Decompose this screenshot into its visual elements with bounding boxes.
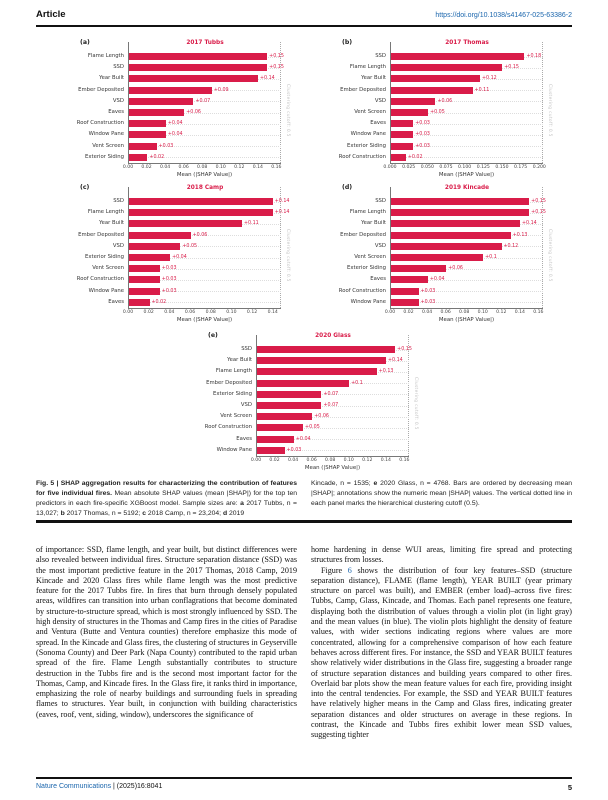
category-label: Flame Length [87, 209, 124, 216]
category-label: VSD [112, 242, 124, 249]
shap-bar [391, 198, 529, 205]
value-label: +0.09 [213, 87, 229, 93]
x-tick-label: 0.12 [496, 310, 507, 315]
value-label: +0.06 [448, 266, 463, 272]
category-label: Ember Deposited [340, 231, 386, 238]
paragraph [311, 566, 572, 741]
x-tick-label: 0.06 [306, 458, 317, 463]
category-label: Window Pane [350, 298, 386, 305]
footer-citation [36, 783, 162, 792]
value-label: +0.06 [437, 98, 453, 104]
clustering-cutoff-line [408, 335, 409, 456]
shap-bar [129, 209, 273, 216]
category-label: Year Built [361, 75, 386, 82]
shap-bar [257, 391, 321, 398]
value-label: +0.15 [269, 65, 284, 71]
clustering-cutoff-line [542, 187, 543, 308]
clustering-cutoff-label-wrap [543, 42, 556, 178]
x-tick-label: 0.00 [122, 310, 134, 315]
category-label: Vent Screen [354, 253, 386, 260]
category-label: Flame Length [349, 64, 386, 71]
plot-area [128, 40, 284, 164]
category-label: SSD [241, 346, 252, 352]
shap-bar [391, 75, 480, 82]
x-tick-label: 0.08 [205, 310, 216, 315]
value-label: +0.03 [415, 121, 430, 127]
value-label: +0.1 [485, 255, 497, 260]
shap-bar [391, 265, 446, 272]
value-label: +0.15 [531, 199, 546, 204]
category-label: Exterior Siding [347, 142, 386, 149]
shap-bar [391, 276, 428, 283]
x-tick-label: 0.04 [287, 458, 299, 463]
shap-bar [129, 143, 157, 150]
shap-bar [257, 436, 294, 443]
x-tick-label: 0.06 [440, 310, 451, 315]
shap-bar [129, 120, 166, 127]
x-tick-label: 0.04 [164, 310, 175, 315]
category-label: Eaves [108, 298, 124, 305]
value-label: +0.04 [295, 436, 311, 442]
caption-bold-segment: Fig. 5 | SHAP aggregation results for characterizing the contribution of features for five individual fires. [36, 480, 297, 497]
shap-bar [129, 64, 267, 71]
value-label: +0.06 [186, 110, 201, 115]
category-label: Vent Screen [92, 265, 124, 272]
x-axis-ticks [122, 164, 282, 171]
page-number: 5 [567, 783, 572, 792]
shap-bar [129, 299, 150, 306]
category-label: Year Built [227, 357, 252, 364]
gridline [391, 146, 543, 147]
value-label: +0.07 [195, 98, 211, 104]
panel-title: 2018 Camp [186, 185, 224, 191]
shap-bar [129, 87, 212, 94]
shap-bar [391, 232, 511, 239]
caption-bold-segment: c [142, 510, 147, 517]
category-label: Vent Screen [92, 142, 124, 149]
category-label: Ember Deposited [340, 86, 386, 93]
footer-rule [36, 777, 572, 779]
value-label: +0.04 [172, 255, 187, 260]
shap-bar [129, 254, 170, 261]
value-label: +0.14 [521, 221, 537, 227]
x-tick-label: 0.16 [271, 165, 282, 170]
value-label: +0.05 [430, 110, 445, 115]
value-label: +0.03 [161, 277, 177, 283]
shap-bar [129, 220, 242, 227]
shap-bar [257, 368, 377, 375]
shap-bar [391, 209, 529, 216]
plot-column [250, 333, 412, 471]
x-tick-label: 0.10 [343, 458, 354, 463]
x-axis-ticks [250, 457, 410, 464]
panel-title: 2017 Thomas [445, 40, 489, 46]
category-label: Roof Construction [204, 424, 252, 431]
caption-divider-rule [36, 520, 572, 523]
shap-bar [391, 299, 419, 306]
category-label: Roof Construction [338, 153, 386, 160]
shap-bar [129, 98, 193, 105]
panel-title: 2019 Kincade [444, 185, 490, 191]
value-label: +0.04 [429, 277, 445, 283]
caption-segment: 2017 Tubbs, n = 13,027; [36, 500, 297, 517]
x-tick-label: 0.200 [532, 165, 546, 170]
category-label: Window Pane [88, 131, 124, 138]
category-label: Flame Length [349, 209, 386, 216]
clustering-cutoff-line [280, 187, 281, 308]
shap-bar [257, 402, 321, 409]
clustering-cutoff-label-wrap [409, 335, 422, 471]
value-label: +0.14 [274, 210, 290, 216]
category-label: Window Pane [350, 131, 386, 138]
value-label: +0.13 [378, 369, 394, 375]
value-label: +0.15 [531, 210, 546, 216]
caption-segment: 2017 Thomas, n = 5192; [64, 510, 143, 517]
paragraph: home hardening in dense WUI areas, limiting fire spread and protecting structures from losses. [311, 545, 572, 565]
x-tick-label: 0.100 [458, 165, 472, 170]
page-footer [36, 783, 572, 792]
body-left-column [36, 545, 297, 741]
shap-bar [391, 254, 483, 261]
figure-caption-right [311, 479, 572, 519]
category-label: Exterior Siding [85, 153, 124, 160]
paragraph: of importance: SSD, flame length, and year built, but distinct differences were also revealed between individual fires. Structure separation distance (SSD) was the most important predictive feature in the 2017 Thomas, 2018 Camp, 2019 Kincade and 2020 Glass fires while flame length was the most predictive feature for the 2017 Tubbs fire. In fires that burn through densely populated areas, wildfires can transition into urban conflagrations that become dominated by structure-to-structure spread, which is most strongly influenced by SSD. The high density of structures in the Thomas and Camp fires in the cities of Paradise and Ventura (Butte and Ventura counties) therefore emphasize this mode of spread. In the Kincade and Glass fires, the clustering of structures in Geyserville (Sonoma County) and Deer Park (Napa County) contributed to the rapid urban spread of the fire. Flame Length substantially contributes to structure destruction in the Tubbs fire and is the second most important factor for the Thomas, Camp, and Kincade fires. In the Glass fire, it ranks third in importance, emphasizing the role of nearby buildings and surrounding fuels in spreading flames to structures. Year built, in conjunction with building characteristics (eaves, roof, vent, siding, window), underscores the significance of [36, 545, 297, 719]
gridline [391, 135, 543, 136]
category-label: SSD [375, 198, 386, 204]
shap-bar [257, 380, 349, 387]
caption-bold-segment: e [373, 480, 378, 487]
clustering-cutoff-label: Clustering cutoff: 0.5 [413, 376, 418, 430]
category-label: Flame Length [87, 53, 124, 59]
shap-bar [391, 120, 413, 127]
caption-bold-segment: b [60, 510, 65, 517]
value-label: +0.13 [512, 232, 528, 238]
x-tick-label: 0.08 [197, 165, 208, 170]
value-label: +0.04 [167, 121, 183, 127]
value-label: +0.02 [407, 154, 423, 160]
caption-segment: 2020 Glass, n = 4768. Bars are ordered by decreasing mean |SHAP|; annotations show the numeric mean |SHAP| values. The vertical dotted line in each panel marks the hierarchical clustering cutoff (0.5). [311, 480, 572, 507]
shap-bar [257, 424, 303, 431]
body-text [36, 545, 572, 741]
citation-text: | (2025)16:8041 [111, 783, 163, 790]
x-tick-label: 0.00 [122, 165, 134, 170]
x-axis-label: Mean (|SHAP Value|) [438, 317, 495, 323]
x-tick-label: 0.12 [234, 165, 245, 170]
x-tick-label: 0.06 [178, 165, 189, 170]
value-label: +0.04 [167, 132, 183, 138]
value-label: +0.06 [314, 414, 329, 420]
x-tick-label: 0.04 [159, 165, 171, 170]
x-tick-label: 0.050 [420, 165, 434, 170]
x-axis-label: Mean (|SHAP Value|) [176, 317, 233, 323]
shap-bar [391, 98, 435, 105]
x-tick-label: 0.06 [184, 310, 196, 315]
shap-bar [129, 131, 166, 138]
category-label: Roof Construction [338, 287, 386, 294]
x-axis-ticks [122, 309, 281, 316]
x-tick-label: 0.10 [477, 310, 488, 315]
x-tick-label: 0.150 [495, 165, 509, 170]
chart-panel-c [44, 184, 298, 323]
value-label: +0.03 [286, 447, 302, 453]
x-tick-label: 0.14 [514, 310, 525, 315]
x-tick-label: 0.00 [384, 310, 396, 315]
plot-column [384, 185, 546, 323]
figure-caption [36, 479, 572, 519]
shap-bar [129, 198, 273, 205]
x-tick-label: 0.02 [141, 165, 152, 170]
category-label: Ember Deposited [78, 86, 124, 93]
clustering-cutoff-label-wrap [543, 187, 556, 323]
value-label: +0.14 [259, 76, 275, 82]
value-label: +0.15 [397, 347, 412, 352]
value-label: +0.03 [415, 132, 430, 138]
shap-bar [129, 288, 160, 295]
x-tick-label: 0.125 [476, 165, 490, 170]
category-label: VSD [374, 97, 386, 104]
x-tick-label: 0.025 [402, 165, 416, 170]
text-segment: shows the distribution of four key features–SSD (structure separation distance), FLAME (flame length), YEAR BUILT (year primary structure on parcel was built), and EMBER (ember load)–across five fires: Tubbs, Camp, Glass, Kincade, and Thomas. Each panel represents one feature, displaying both the distribution of values through a violin plot (in light gray) and the mean values (in blue). The violin plots highlight the density of feature values, with wider sections indicating regions where values are more concentrated, allowing for a comprehensive comparison of how each feature behaves across different fires. For instance, the SSD and YEAR BUILT features show relatively wider distributions in the Glass fire, suggesting a broader range of structure separation distances and building years compared to other fires. Overlaid bar plots show the mean feature values for each fire, providing insight into the central tendencies. For example, the SSD and YEAR BUILT features have relatively higher means in the Camp and Glass fires, indicating greater separation distances and older structures on average in these regions. In contrast, the Kincade and Tubbs fires exhibit lower mean SSD values, suggesting tighter [311, 565, 572, 740]
plot-column [383, 40, 546, 178]
x-tick-label: 0.14 [252, 165, 263, 170]
value-label: +0.14 [387, 358, 403, 364]
category-label: Exterior Siding [213, 390, 252, 397]
shap-bar [129, 276, 160, 283]
x-tick-label: 0.02 [269, 458, 280, 463]
value-label: +0.03 [420, 288, 436, 294]
category-label: Year Built [361, 220, 386, 227]
panel-letter: (e) [208, 332, 218, 339]
x-tick-label: 0.075 [439, 165, 453, 170]
panel-letter: (a) [80, 39, 90, 46]
plot-area [256, 333, 412, 457]
value-label: +0.11 [474, 87, 490, 93]
category-label: Exterior Siding [85, 253, 124, 260]
x-tick-label: 0.04 [421, 310, 433, 315]
category-label: Vent Screen [354, 108, 386, 115]
category-labels [44, 42, 128, 178]
gridline [391, 124, 543, 125]
shap-bar [257, 357, 386, 364]
value-label: +0.07 [323, 403, 339, 408]
category-label: SSD [375, 53, 386, 59]
plot-column [122, 40, 284, 178]
x-axis-ticks [383, 164, 546, 171]
x-tick-label: 0.10 [215, 165, 226, 170]
text-segment: Figure [321, 565, 348, 575]
shap-bar [129, 53, 267, 60]
shap-bar [391, 87, 473, 94]
shap-bar [129, 109, 184, 116]
value-label: +0.11 [243, 221, 259, 227]
category-label: VSD [112, 97, 124, 104]
clustering-cutoff-label-wrap [281, 42, 294, 178]
x-axis-ticks [384, 309, 544, 316]
shap-bar [257, 447, 285, 454]
category-label: Window Pane [88, 287, 124, 294]
panel-title: 2017 Tubbs [186, 40, 224, 46]
category-label: Eaves [236, 435, 252, 442]
category-labels [172, 335, 256, 471]
caption-segment: 2018 Camp, n = 23,204; [146, 510, 223, 517]
x-tick-label: 0.14 [380, 458, 391, 463]
x-tick-label: 0.14 [267, 310, 278, 315]
value-label: +0.03 [415, 143, 430, 149]
header-rule [36, 25, 572, 27]
doi-link[interactable]: https://doi.org/10.1038/s41467-025-63386-2 [435, 12, 572, 19]
panel-letter: (d) [342, 184, 353, 191]
caption-segment: Mean absolute SHAP values (mean |SHAP|) for the top ten predictors in each fire-specific XGBoost model. Sample sizes are: [36, 490, 298, 507]
value-label: +0.12 [481, 76, 497, 82]
plot-area [390, 42, 543, 164]
clustering-cutoff-line [280, 42, 281, 163]
category-label: VSD [240, 401, 252, 408]
article-label: Article [36, 9, 66, 20]
shap-bar [391, 143, 413, 150]
shap-bar [391, 154, 406, 161]
panel-letter: (c) [80, 184, 90, 191]
x-tick-label: 0.175 [514, 165, 528, 170]
shap-bar [391, 288, 419, 295]
clustering-cutoff-label: Clustering cutoff: 0.5 [285, 83, 290, 137]
category-labels [306, 187, 390, 323]
caption-segment: 2019 [227, 510, 245, 517]
category-label: Ember Deposited [78, 231, 124, 238]
value-label: +0.12 [503, 243, 519, 249]
x-axis-label: Mean (|SHAP Value|) [176, 172, 233, 178]
x-tick-label: 0.00 [250, 458, 262, 463]
category-label: Year Built [99, 220, 124, 227]
value-label: +0.03 [158, 143, 174, 149]
x-tick-label: 0.16 [533, 310, 544, 315]
shap-bar [129, 154, 147, 161]
journal-link[interactable]: Nature Communications [36, 783, 112, 790]
x-tick-label: 0.08 [325, 458, 336, 463]
value-label: +0.03 [161, 266, 177, 272]
category-label: Window Pane [216, 446, 252, 453]
category-label: Roof Construction [76, 276, 124, 283]
chart-panel-a [44, 39, 298, 178]
category-labels [306, 42, 390, 178]
category-label: Eaves [108, 108, 124, 115]
value-label: +0.05 [182, 243, 198, 249]
shap-bar [257, 346, 395, 353]
body-right-column [311, 545, 572, 741]
category-label: SSD [113, 64, 124, 71]
shap-bar [391, 53, 524, 60]
clustering-cutoff-label: Clustering cutoff: 0.5 [547, 228, 552, 282]
clustering-cutoff-line [542, 42, 543, 163]
x-tick-label: 0.02 [403, 310, 414, 315]
category-labels [44, 187, 128, 323]
shap-bar [391, 243, 502, 250]
clustering-cutoff-label: Clustering cutoff: 0.5 [547, 83, 552, 137]
category-label: Flame Length [215, 368, 252, 375]
caption-bold-segment: d [222, 510, 228, 517]
x-tick-label: 0.16 [399, 458, 410, 463]
category-label: Ember Deposited [206, 379, 252, 386]
panel-title: 2020 Glass [315, 333, 351, 339]
value-label: +0.1 [351, 380, 363, 386]
caption-segment: Kincade, n = 1535; [311, 480, 374, 487]
value-label: +0.03 [161, 288, 177, 294]
x-axis-label: Mean (|SHAP Value|) [438, 172, 495, 178]
clustering-cutoff-label: Clustering cutoff: 0.5 [285, 228, 290, 282]
shap-bar [257, 413, 312, 420]
category-label: SSD [113, 198, 124, 204]
value-label: +0.05 [305, 425, 320, 431]
x-tick-label: 0.000 [383, 165, 397, 170]
value-label: +0.15 [269, 54, 284, 59]
category-label: Vent Screen [220, 413, 252, 420]
shap-bar [129, 265, 160, 272]
value-label: +0.07 [323, 391, 339, 397]
shap-bar [391, 220, 520, 227]
category-label: Year Built [99, 75, 124, 82]
value-label: +0.02 [151, 299, 167, 305]
category-label: Exterior Siding [347, 265, 386, 272]
value-label: +0.02 [149, 154, 165, 160]
shap-bar [391, 131, 413, 138]
category-label: Eaves [370, 276, 386, 283]
plot-area [390, 185, 546, 309]
shap-bar [129, 232, 191, 239]
caption-bold-segment: a [240, 500, 244, 507]
chart-panel-e [172, 332, 426, 471]
x-tick-label: 0.08 [459, 310, 470, 315]
chart-panel-b [306, 39, 560, 178]
clustering-cutoff-label-wrap [281, 187, 294, 323]
x-tick-label: 0.10 [226, 310, 237, 315]
figure-caption-left [36, 479, 297, 519]
value-label: +0.14 [274, 199, 290, 204]
panel-letter: (b) [342, 39, 353, 46]
shap-bar [129, 75, 258, 82]
value-label: +0.06 [192, 232, 208, 238]
x-tick-label: 0.12 [362, 458, 373, 463]
value-label: +0.15 [504, 65, 519, 71]
value-label: +0.03 [420, 299, 436, 305]
chart-panel-d [306, 184, 560, 323]
category-label: VSD [374, 242, 386, 249]
page-header [36, 9, 572, 20]
shap-bar [391, 109, 428, 116]
x-axis-label: Mean (|SHAP Value|) [304, 465, 361, 471]
value-label: +0.18 [526, 54, 542, 59]
x-tick-label: 0.12 [246, 310, 258, 315]
category-label: Roof Construction [76, 120, 124, 127]
category-label: Eaves [370, 120, 386, 127]
shap-bar [129, 243, 180, 250]
figure-6-link[interactable]: 6 [347, 565, 352, 575]
x-tick-label: 0.02 [143, 310, 154, 315]
shap-bar [391, 64, 502, 71]
